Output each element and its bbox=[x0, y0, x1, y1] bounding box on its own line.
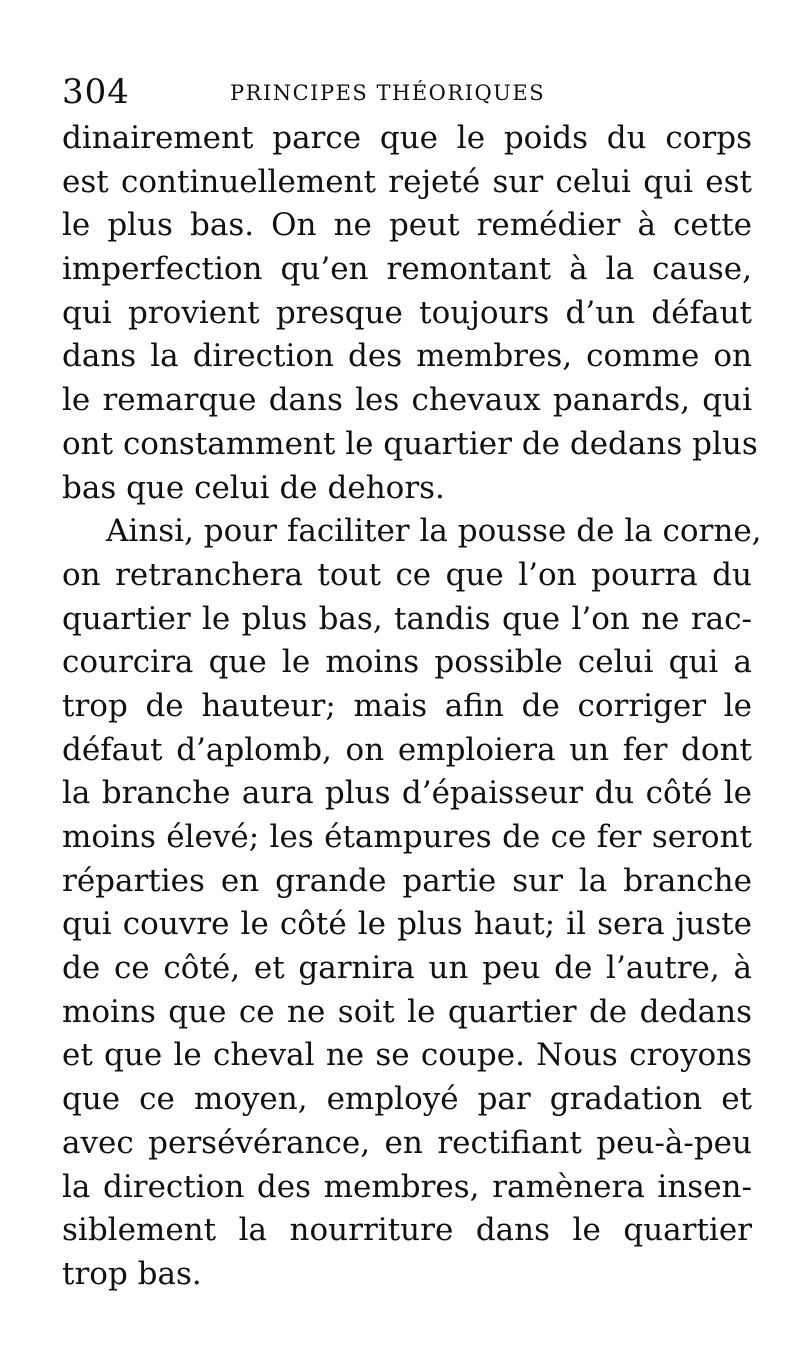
text-line: réparties en grande partie sur la branche bbox=[62, 862, 752, 899]
text-line: le plus bas. On ne peut remédier à cette bbox=[62, 207, 752, 244]
running-title: PRINCIPES THÉORIQUES bbox=[230, 81, 546, 105]
text-line: dans la direction des membres, comme on bbox=[62, 338, 752, 375]
text-line: dinairement parce que le poids du corps bbox=[62, 120, 752, 156]
text-line: avec persévérance, en rectifiant peu-à-peu bbox=[62, 1124, 752, 1161]
text-line: trop de hauteur; mais afin de corriger le bbox=[62, 687, 752, 724]
text-line: ont constamment le quartier de dedans plus bbox=[62, 425, 758, 462]
text-line: la direction des membres, ramènera insen- bbox=[62, 1168, 752, 1205]
text-line: qui couvre le côté le plus haut; il sera juste bbox=[62, 906, 752, 943]
text-line: quartier le plus bas, tandis que l’on ne rac- bbox=[62, 600, 752, 637]
text-line: qui provient presque toujours d’un défaut bbox=[62, 294, 752, 331]
text-line: de ce côté, et garnira un peu de l’autre, à bbox=[62, 950, 752, 987]
text-line: siblement la nourriture dans le quartier bbox=[62, 1212, 752, 1249]
text-line: défaut d’aplomb, on emploiera un fer dont bbox=[62, 731, 752, 768]
text-line: on retranchera tout ce que l’on pourra du bbox=[62, 556, 752, 593]
page-number: 304 bbox=[62, 72, 130, 112]
paragraph-start-line: Ainsi, pour faciliter la pousse de la corne, bbox=[106, 513, 762, 550]
running-head bbox=[62, 72, 762, 116]
text-line: et que le cheval ne se coupe. Nous croyons bbox=[62, 1037, 752, 1074]
paragraph-end-line: trop bas. bbox=[62, 1255, 202, 1292]
text-line: moins que ce ne soit le quartier de dedans bbox=[62, 993, 752, 1030]
text-line: est continuellement rejeté sur celui qui est bbox=[62, 163, 752, 200]
body-text bbox=[62, 117, 762, 1297]
text-line: que ce moyen, employé par gradation et bbox=[62, 1081, 752, 1118]
text-line: le remarque dans les chevaux panards, qui bbox=[62, 382, 752, 419]
text-line: la branche aura plus d’épaisseur du côté le bbox=[62, 775, 752, 812]
text-line: courcira que le moins possible celui qui a bbox=[62, 644, 752, 681]
text-line: imperfection qu’en remontant à la cause, bbox=[62, 251, 752, 288]
paragraph-end-line: bas que celui de dehors. bbox=[62, 469, 445, 506]
text-line: moins élevé; les étampures de ce fer seront bbox=[62, 819, 752, 855]
